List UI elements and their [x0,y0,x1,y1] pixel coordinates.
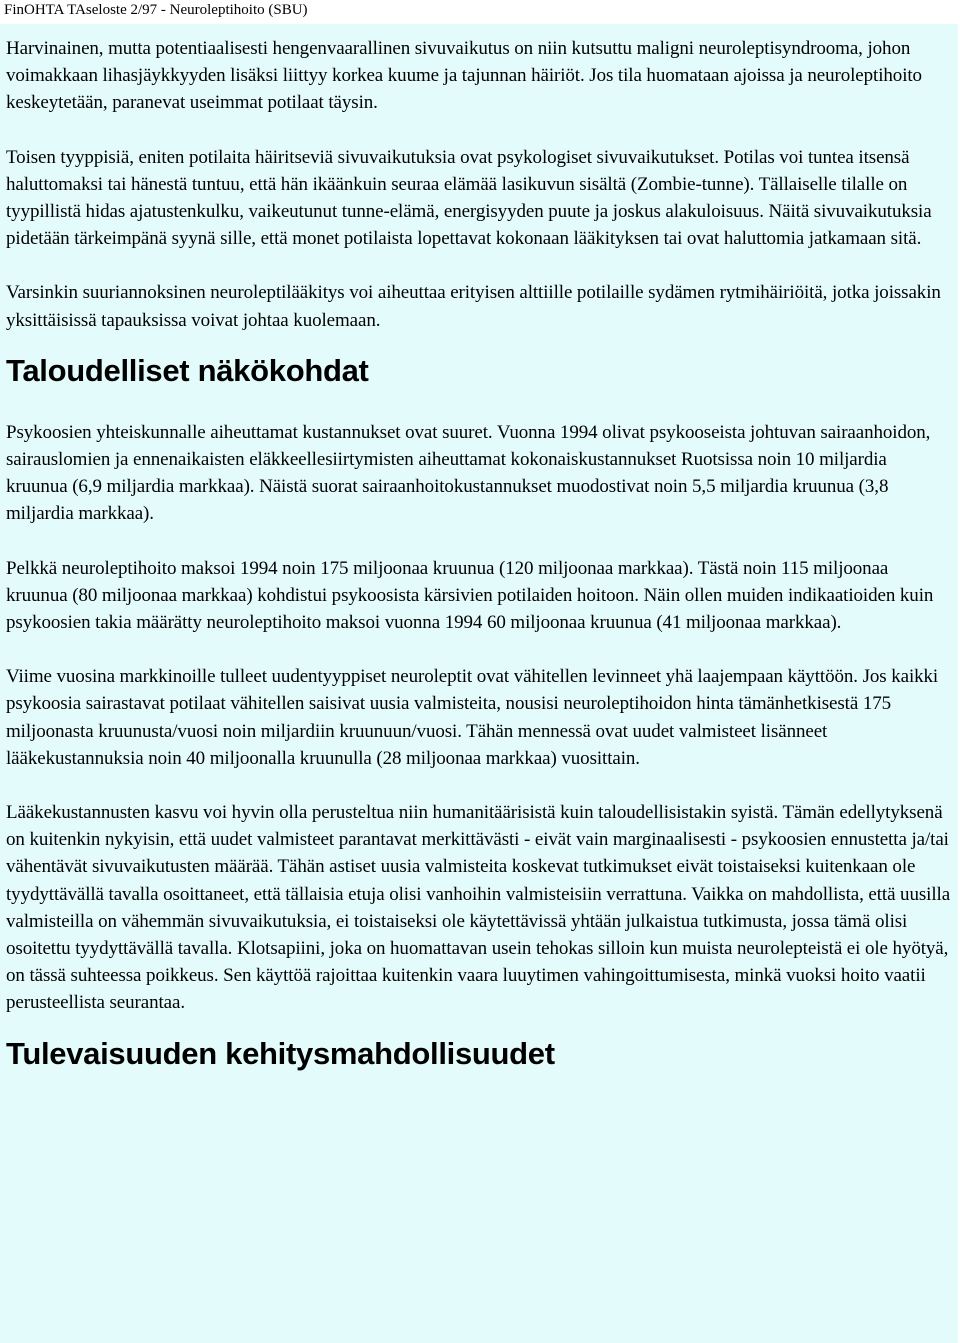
paragraph-psychological-side-effects: Toisen tyyppisiä, eniten potilaita häiritseviä sivuvaikutuksia ovat psykologiset sivuvaikutukset. Potilas voi tuntea itsensä haluttomaksi tai hänestä tuntuu, että hän ikäänkuin seuraa elämää lasikuvun sisältä (Zombie-tunne). Tällaiselle tilalle on tyypillistä hidas ajatustenkulku, vaikeutunut tunne-elämä, energisyyden puute ja joskus alakuloisuus. Näitä sivuvaikutuksia pidetään tärkeimpänä syynä sille, että monet potilaista lopettavat kokonaan lääkityksen tai ovat haluttomia jatkamaan sitä. [6,146,932,250]
section-heading-economic: Taloudelliset näkökohdat [6,352,369,388]
paragraph-neuroleptic-costs: Pelkkä neuroleptihoito maksoi 1994 noin 175 miljoonaa kruunua (120 miljoonaa markkaa). Tästä noin 115 miljoonaa kruunua (80 miljoonaa markkaa) kohdistui psykoosista kärsivien potilaiden hoitoon. Näin ollen muiden indikaatioiden kuin psykoosien takia määrätty neuroleptihoito maksoi vuonna 1994 60 miljoonaa kruunua (41 miljoonaa markkaa). [6,557,934,634]
document-title: FinOHTA TAseloste 2/97 - Neuroleptihoito (SBU) [4,2,308,18]
paragraph-cardiac-arrhythmia: Varsinkin suuriannoksinen neuroleptilääkitys voi aiheuttaa erityisen alttiille potilaille sydämen rytmihäiriöitä, jotka joissakin yksittäisissä tapauksissa voivat johtaa kuolemaan. [6,282,941,331]
paragraph-cost-justification: Lääkekustannusten kasvu voi hyvin olla perusteltua niin humanitäärisistä kuin taloudellisistakin syistä. Tämän edellytyksenä on kuitenkin nykyisin, että uudet valmisteet parantavat merkittävästi - eivät vain marginaalisesti - psykoosien ennustetta ja/tai vähentävät sivuvaikutusten määrää. Tähän astiset uusia valmisteita koskevat tutkimukset eivät toistaiseksi kuitenkaan ole tyydyttävällä tavalla osoittaneet, että tällaisia etuja olisi vanhoihin valmisteisiin verrattuna. Vaikka on mahdollista, että uusilla valmisteilla on vähemmän sivuvaikutuksia, ei toistaiseksi ole käytettävissä yhtään julkaistua tutkimusta, jossa tämä olisi osoitettu tyydyttävällä tavalla. Klotsapiini, joka on huomattavan usein tehokas silloin kun muista neurolepteistä ei ole hyötyä, on tässä suhteessa poikkeus. Sen käyttöä rajoittaa kuitenkin vaara luuytimen vahingoittumisesta, minkä vuoksi hoito vaatii perusteellista seurantaa. [6,802,951,1014]
document-content [0,24,958,1343]
paragraph-psychosis-costs: Psykoosien yhteiskunnalle aiheuttamat kustannukset ovat suuret. Vuonna 1994 olivat psykooseista johtuvan sairaanhoidon, sairauslomien ja ennenaikaisten eläkkeellesiirtymisten aiheuttamat kokonaiskustannukset Ruotsissa noin 10 miljardia kruunua (6,9 miljardia markkaa). Näistä suorat sairaanhoitokustannukset muodostivat noin 5,5 miljardia kruunua (3,8 miljardia markkaa). [6,421,931,525]
paragraph-malignant-syndrome: Harvinainen, mutta potentiaalisesti hengenvaarallinen sivuvaikutus on niin kutsuttu maligni neuroleptisyndrooma, johon voimakkaan lihasjäykkyyden lisäksi liittyy korkea kuume ja tajunnan häiriöt. Jos tila huomataan ajoissa ja neuroleptihoito keskeytetään, paranevat useimmat potilaat täysin. [6,38,922,114]
page-header [0,0,960,24]
paragraph-new-neuroleptics: Viime vuosina markkinoille tulleet uudentyyppiset neuroleptit ovat vähitellen levinneet yhä laajempaan käyttöön. Jos kaikki psykoosia sairastavat potilaat vähitellen saisivat uusia valmisteita, nousisi neuroleptihoidon hinta tämänhetkisestä 175 miljoonasta kruunusta/vuosi noin miljardiin kruunuun/vuosi. Tähän mennessä ovat uudet valmisteet lisänneet lääkekustannuksia noin 40 miljoonalla kruunulla (28 miljoonaa markkaa) vuosittain. [6,666,939,769]
section-heading-future: Tulevaisuuden kehitysmahdollisuudet [6,1035,555,1071]
